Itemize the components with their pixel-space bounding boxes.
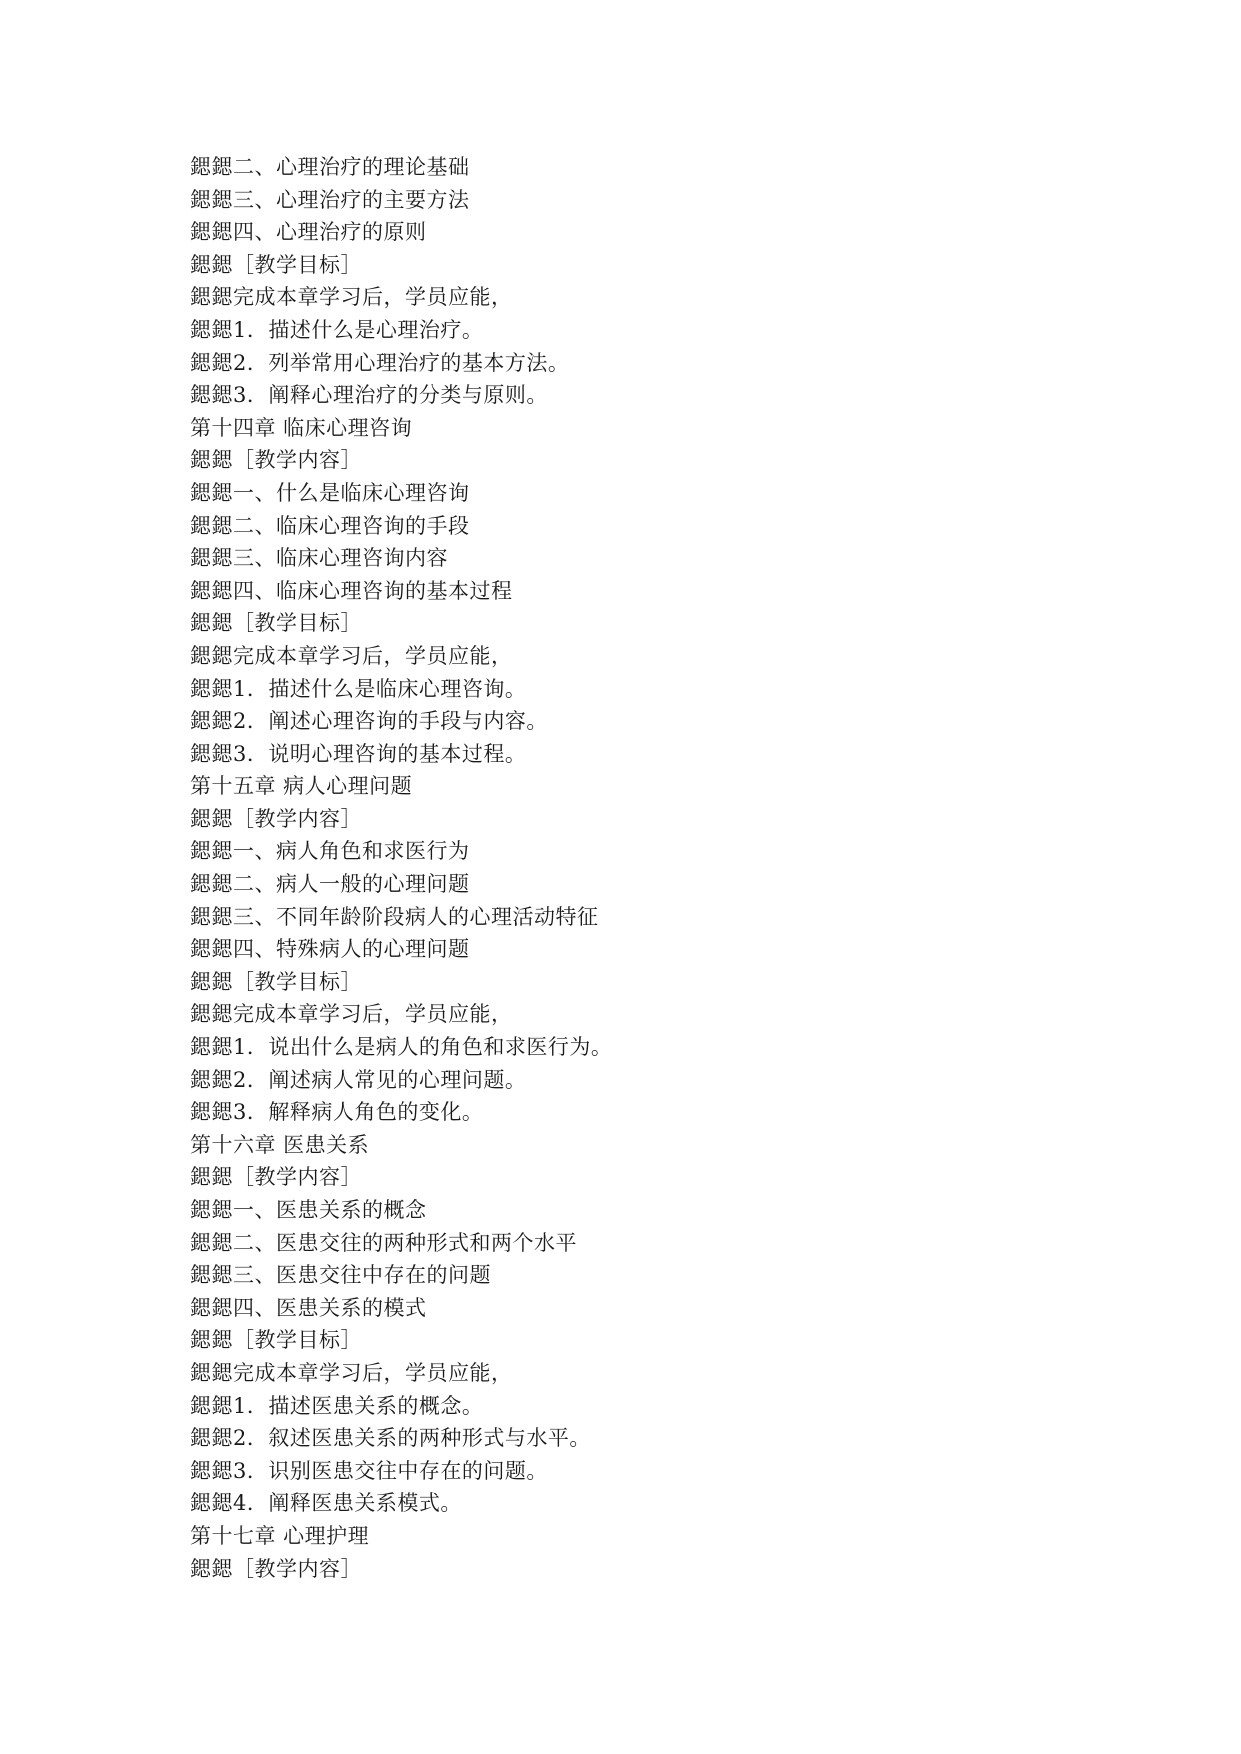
section-label: 鍶鍶［教学目标］ [190, 1328, 362, 1353]
text-line: 鍶鍶2．阐述病人常见的心理问题。 [190, 1067, 527, 1092]
text-line: 鍶鍶3．解释病人角色的变化。 [190, 1100, 484, 1125]
text-line: 鍶鍶2．叙述医患关系的两种形式与水平。 [190, 1426, 591, 1451]
text-line: 鍶鍶1．描述什么是临床心理咨询。 [190, 676, 527, 701]
text-line: 鍶鍶三、医患交往中存在的问题 [190, 1263, 491, 1288]
text-line: 鍶鍶二、病人一般的心理问题 [190, 872, 470, 897]
section-label: 鍶鍶［教学目标］ [190, 611, 362, 636]
section-label: 鍶鍶［教学目标］ [190, 969, 362, 994]
text-line: 鍶鍶一、医患关系的概念 [190, 1198, 427, 1222]
section-label: 鍶鍶［教学目标］ [190, 252, 362, 277]
text-line: 鍶鍶四、临床心理咨询的基本过程 [190, 578, 513, 603]
text-line: 鍶鍶完成本章学习后，学员应能， [190, 643, 513, 668]
section-label: 鍶鍶［教学内容］ [190, 448, 362, 473]
text-line: 鍶鍶2．阐述心理咨询的手段与内容。 [190, 709, 548, 734]
chapter-heading: 第十四章 临床心理咨询 [190, 415, 413, 440]
text-line: 鍶鍶四、心理治疗的原则 [190, 220, 427, 245]
text-line: 鍶鍶三、不同年龄阶段病人的心理活动特征 [190, 904, 599, 929]
text-line: 鍶鍶三、心理治疗的主要方法 [190, 187, 470, 212]
text-line: 鍶鍶3．说明心理咨询的基本过程。 [190, 741, 527, 766]
section-label: 鍶鍶［教学内容］ [190, 1165, 362, 1190]
text-line: 鍶鍶完成本章学习后，学员应能， [190, 1360, 513, 1385]
text-line: 鍶鍶3．阐释心理治疗的分类与原则。 [190, 383, 548, 408]
section-label: 鍶鍶［教学内容］ [190, 806, 362, 831]
text-line: 鍶鍶2．列举常用心理治疗的基本方法。 [190, 350, 570, 375]
section-label: 鍶鍶［教学内容］ [190, 1556, 362, 1581]
text-line: 鍶鍶三、临床心理咨询内容 [190, 546, 448, 571]
text-line: 鍶鍶完成本章学习后，学员应能， [190, 1002, 513, 1027]
text-line: 鍶鍶1．描述医患关系的概念。 [190, 1393, 484, 1418]
text-line: 鍶鍶完成本章学习后，学员应能， [190, 285, 513, 310]
text-line: 鍶鍶1．说出什么是病人的角色和求医行为。 [190, 1035, 613, 1060]
chapter-heading: 第十七章 心理护理 [190, 1523, 370, 1548]
text-line: 鍶鍶二、心理治疗的理论基础 [190, 155, 470, 179]
text-line: 鍶鍶一、病人角色和求医行为 [190, 839, 470, 864]
text-line: 鍶鍶四、特殊病人的心理问题 [190, 937, 470, 962]
text-line: 鍶鍶一、什么是临床心理咨询 [190, 480, 470, 505]
text-line: 鍶鍶二、临床心理咨询的手段 [190, 513, 470, 538]
text-line: 鍶鍶3．识别医患交往中存在的问题。 [190, 1458, 548, 1483]
text-line: 鍶鍶二、医患交往的两种形式和两个水平 [190, 1230, 577, 1255]
text-line: 鍶鍶1．描述什么是心理治疗。 [190, 317, 484, 342]
text-line: 鍶鍶4．阐释医患关系模式。 [190, 1491, 462, 1516]
chapter-heading: 第十五章 病人心理问题 [190, 774, 413, 799]
chapter-heading: 第十六章 医患关系 [190, 1132, 370, 1157]
document-body [190, 151, 1090, 1585]
text-line: 鍶鍶四、医患关系的模式 [190, 1295, 427, 1320]
